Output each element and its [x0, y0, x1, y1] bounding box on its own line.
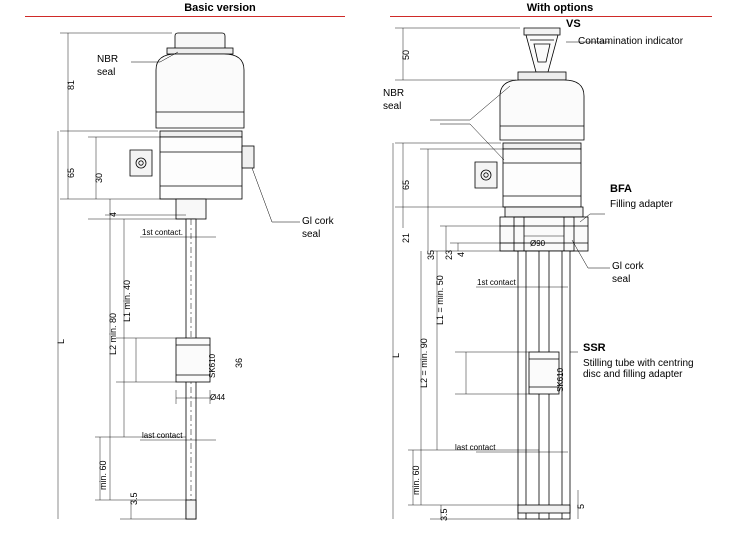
basic-callout-nbr-seal-line1: NBR	[97, 54, 119, 65]
header-with-options: With options	[526, 2, 594, 14]
options-dim-4: 4	[456, 251, 466, 257]
options-dim-min60: min. 60	[411, 465, 421, 495]
basic-callout-gl-cork-seal-line2: seal	[302, 229, 321, 240]
options-dim-l2: L2 = min. 90	[419, 338, 429, 388]
basic-annotation-last-contact: last contact	[142, 431, 183, 440]
options-annotation-first-contact: 1st contact	[477, 278, 516, 287]
options-annotation-last-contact: last contact	[455, 443, 496, 452]
basic-dim-l1: L1 min. 40	[122, 279, 132, 322]
options-dim-23: 23	[444, 249, 454, 260]
options-callout-vs-title: VS	[566, 18, 581, 30]
basic-dim-36: 36	[234, 357, 244, 368]
options-dim-d90: Ø90	[530, 239, 546, 248]
basic-dim-81: 81	[66, 79, 76, 90]
options-callout-nbr-seal-line2: seal	[383, 101, 402, 112]
options-dim-5: 5	[576, 503, 586, 509]
basic-dim-min60: min. 60	[98, 460, 108, 490]
options-callout-gl-cork-seal-line1: Gl cork	[612, 261, 644, 272]
options-callout-nbr-seal-line1: NBR	[383, 88, 405, 99]
options-callout-bfa-text: Filling adapter	[610, 199, 673, 210]
options-callout-ssr-text: Stilling tube with centring disc and filling adapter	[583, 358, 694, 380]
options-dim-50: 50	[401, 49, 411, 60]
basic-dim-30: 30	[94, 172, 104, 183]
basic-dim-65: 65	[66, 167, 76, 178]
basic-dim-l2: L2 min. 80	[108, 312, 118, 355]
basic-dim-l: L	[56, 338, 66, 344]
basic-dim-3-5: 3.5	[129, 492, 139, 505]
basic-dim-4: 4	[108, 211, 118, 217]
basic-annotation-first-contact: 1st contact.	[142, 228, 183, 237]
options-callout-gl-cork-seal-line2: seal	[612, 274, 631, 285]
basic-dim-d44: Ø44	[210, 393, 226, 402]
basic-callout-nbr-seal-line2: seal	[97, 67, 116, 78]
options-dim-l: L	[391, 352, 401, 358]
options-dim-35: 35	[426, 249, 436, 260]
options-callout-vs-text: Contamination indicator	[578, 36, 684, 47]
header-basic-version: Basic version	[184, 2, 256, 14]
basic-callout-gl-cork-seal-line1: Gl cork	[302, 216, 334, 227]
options-callout-bfa-title: BFA	[610, 183, 632, 195]
options-dim-l1: L1 = min. 50	[435, 275, 445, 325]
options-dim-21: 21	[401, 232, 411, 243]
options-dim-65: 65	[401, 179, 411, 190]
options-dim-3-5: 3.5	[439, 508, 449, 521]
options-annotation-sk610: SK610	[556, 367, 565, 392]
basic-annotation-sk610: SK610	[208, 353, 217, 378]
options-callout-ssr-title: SSR	[583, 342, 606, 354]
